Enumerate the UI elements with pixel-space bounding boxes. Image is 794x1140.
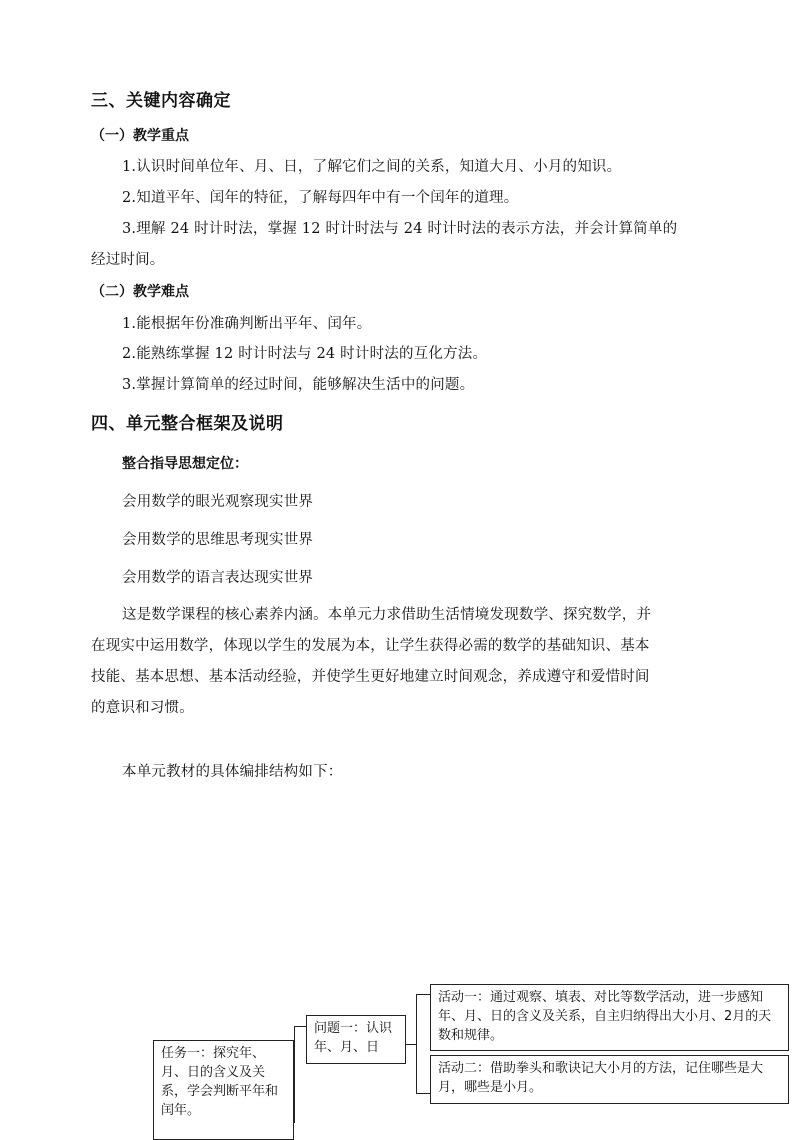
connector [416,994,430,995]
activity1-box [430,984,789,1051]
focus-item: 2.知道平年、闰年的特征，了解每四年中有一个闰年的道理。 [122,190,519,206]
activity2-text: 活动二：借助拳头和歌诀记大小月的方法，记住哪些是大月，哪些是小月。 [438,1061,764,1095]
guiding-line: 会用数学的语言表达现实世界 [122,570,314,586]
structure-intro: 本单元教材的具体编排结构如下： [122,764,343,780]
section4-title: 四、单元整合框架及说明 [91,414,284,434]
task1-text: 任务一：探究年、月、日的含义及关系，学会判断平年和闰年。 [161,1046,279,1118]
section3-title: 三、关键内容确定 [91,91,231,111]
connector [416,1093,430,1094]
focus-item: 1.认识时间单位年、月、日，了解它们之间的关系，知道大月、小月的知识。 [122,159,622,175]
difficulty-item: 1.能根据年份准确判断出平年、闰年。 [122,316,372,332]
activity1-text: 活动一：通过观察、填表、对比等数学活动，进一步感知年、月、日的含义及关系，自主归纳得出大小月、2月的天数和规律。 [438,990,772,1043]
connector [416,994,417,1093]
guiding-line: 会用数学的思维思考现实世界 [122,532,314,548]
paragraph-line: 在现实中运用数学，体现以学生的发展为本，让学生获得必需的数学的基础知识、基本 [91,638,650,654]
connector [406,1044,416,1045]
guiding-idea-heading: 整合指导思想定位： [122,456,248,472]
question1-text: 问题一：认识年、月、日 [314,1021,393,1055]
difficulty-heading: （二）教学难点 [91,284,189,300]
activity2-box [430,1055,789,1104]
difficulty-item: 2.能熟练掌握 12 时计时法与 24 时计时法的互化方法。 [122,346,488,362]
paragraph-line: 的意识和习惯。 [91,700,194,716]
question1-box [306,1015,406,1064]
connector [294,1026,306,1027]
task1-box [153,1040,294,1140]
connector [294,1026,295,1123]
focus-item-continued: 经过时间。 [91,252,165,268]
paragraph-line: 技能、基本思想、基本活动经验，并使学生更好地建立时间观念，养成遵守和爱惜时间 [91,669,650,685]
focus-item: 3.理解 24 时计时法，掌握 12 时计时法与 24 时计时法的表示方法，并会计算简单的 [122,221,678,237]
difficulty-item: 3.掌握计算简单的经过时间，能够解决生活中的问题。 [122,377,475,393]
guiding-line: 会用数学的眼光观察现实世界 [122,494,314,510]
focus-heading: （一）教学重点 [91,128,189,144]
paragraph-line: 这是数学课程的核心素养内涵。本单元力求借助生活情境发现数学、探究数学，并 [122,607,652,623]
